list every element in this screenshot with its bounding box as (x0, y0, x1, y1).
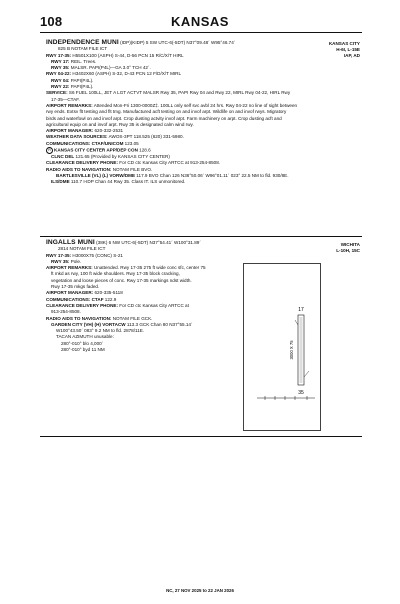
top-rule (40, 32, 362, 33)
entry-text: PAPI(P4L). (69, 77, 94, 83)
entry-text: rwy ends. Extsv flt testing and flt tmg. Manufactured acft testing on and invof arpt. Wildlife on and invof rwys. Migratory (46, 109, 287, 115)
independence-entry (46, 40, 366, 186)
entry-text: ft mkd as rwy, 100 ft wide shoulders. Rwy 17-35 block cracking, (51, 271, 180, 277)
entry-separator (40, 236, 362, 237)
entry-text: Rwy 17-35 mkgs faded. (51, 284, 100, 290)
entry-text: W100°43.50´ 083° 9.2 NM to fld. 2878/11E. (56, 328, 145, 334)
entry-label: RADIO AIDS TO NAVIGATION: (46, 315, 112, 321)
entry-text: agricultural equip on and invof arpt. Rwy 35 is designated calm wind rwy. (46, 121, 194, 127)
diagram-frame (244, 264, 321, 431)
entry-label: RWY 35: (51, 258, 70, 264)
runway-17-label: 17 (298, 307, 304, 313)
entry-text: vegetation and loose pieces of conc. Rwy 17-35 markings ndst width. (51, 277, 192, 283)
entry-label: AIRPORT REMARKS: (46, 265, 93, 271)
entry-label: AIRPORT MANAGER: (46, 290, 94, 296)
airport-ident-line: (38K) 6 NW UTC-6(-5DT) N37°54.41´ W100°31.89´ (96, 240, 201, 245)
entry-label: ILS/DME (51, 179, 70, 185)
entry-text: birds and waterfowl on and invof arpt. Crop dusting actvity invof arpt. Farm machinery on arpt. Crop dusting acft and (46, 115, 282, 121)
entry-text: Attended Mon-Fri 1300-0000Z‡. 100LL only self svc avbl 24 hrs. Rwy 04-22 no line of sight between (92, 102, 298, 108)
runway-dimensions: 3000 X 75 (289, 340, 294, 360)
entry-label: AIRPORT MANAGER: (46, 128, 94, 134)
entry-text: 913-254-8508. (51, 309, 81, 315)
elevation-line: 2814 NOTAM FILE ICT (58, 246, 106, 252)
ingalls-entry (46, 240, 246, 353)
entry-text: MALSR. PAPI(P4L)—GA 3.0° TCH 42´. (69, 65, 151, 71)
entry-text: For CD ctc Kansas City ARTCC at 913-254-8508. (117, 160, 221, 166)
airport-name: INGALLS MUNI (46, 239, 95, 246)
entry-label: CLNC DEL (51, 154, 75, 160)
runway-35-label: 35 (298, 390, 304, 396)
entry-text: 280°-010° byd 11 NM (61, 347, 105, 353)
entry-text: H3000X75 (CONC) S-21 (71, 252, 123, 258)
entry-label: RWY 17-35: (46, 252, 72, 258)
entry-text: 123.05 (123, 140, 139, 146)
entry-line (46, 347, 246, 353)
entry-label: RWY 17-35: (46, 52, 72, 58)
entry-label: COMMUNICATIONS: CTAF/UNICOM (46, 140, 124, 146)
airport-diagram (243, 263, 321, 431)
entry-line (46, 179, 366, 185)
entry-text: H3402X60 (ASPH) S-32, D-43 PCN 12 F/D/X/T MIRL (71, 71, 182, 77)
bottom-rule (40, 436, 362, 437)
entry-text: 620-335-5118 (93, 290, 123, 296)
entry-label: RWY 17: (51, 58, 70, 64)
entry-text: NOTAM FILE GCK. (111, 315, 153, 321)
state-title: KANSAS (171, 14, 229, 29)
entry-label: RWY 04-22: (46, 71, 72, 77)
entry-label: CLEARANCE DELIVERY PHONE: (46, 160, 118, 166)
entry-text: 121.65 (Provided by KANSAS CITY CENTER) (74, 154, 170, 160)
entry-text: 110.7 I-IDP Chan 44 Rwy 35. Class IT. ILS unmonitored. (69, 179, 186, 185)
entry-text: S6 FUEL 100LL, JET A LGT ACTVT MALSR Rwy 35, PAPI Rwy 04 and Rwy 22, MIRL Rwy 04-22, HIRL Rwy (67, 90, 291, 96)
entry-text: 17-35—CTAF. (51, 96, 80, 102)
entry-text: 620-332-2531 (93, 128, 124, 134)
entry-text: 280°-010° blo 4,000´ (61, 340, 104, 346)
entry-text: Pole. (69, 258, 82, 264)
footer-effective-dates: NC, 27 NOV 2025 to 22 JAN 2026 (166, 588, 234, 593)
entry-label: KANSAS CITY CENTER APP/DEP CON (54, 147, 138, 153)
entry-text: 117.9 BVO Chan 126 N36°50.06´ W96°01.11´ 023° 22.5 NM to fld. 930/8E. (135, 172, 289, 178)
entry-text: Unattended. Rwy 17-35 275 ft wide conc sfc, center 75 (92, 265, 206, 271)
entry-label: RWY 35: (51, 65, 70, 71)
runway-surface (300, 317, 303, 383)
airport-name: INDEPENDENCE MUNI (46, 39, 119, 46)
ingalls-lines (46, 253, 246, 354)
entry-text: PAPI(P4L). (69, 84, 94, 90)
independence-lines (46, 53, 366, 186)
entry-label: COMMUNICATIONS: CTAF (46, 296, 104, 302)
entry-text: H5501X100 (ASPH) S-44, D-56 PCN 15 R/C/X/T HIRL (71, 52, 184, 58)
entry-line (46, 147, 366, 154)
page-number: 108 (40, 14, 63, 29)
entry-label: SERVICE: (46, 90, 68, 96)
entry-text: TACAN AZIMUTH unusable: (56, 334, 114, 340)
circled-r-icon: R (46, 147, 53, 154)
entry-text: For CD ctc Kansas City ARTCC at (117, 302, 189, 308)
entry-text: AWOS-3PT 118.525 (620) 331-5980. (107, 134, 184, 140)
entry-text: REIL. Trees. (69, 58, 97, 64)
entry-label: AIRPORT REMARKS: (46, 102, 93, 108)
entry-text: NOTAM FILE BVO. (111, 166, 153, 172)
entry-label: RADIO AIDS TO NAVIGATION: (46, 166, 112, 172)
entry-text: 113.3 GCK Chan 80 N37°55.14´ (125, 321, 193, 327)
region-name: KANSAS CITY (328, 41, 360, 46)
airport-ident-line: (IDP)(KIDP) 5 SW UTC-6(-5DT) N37°09.48´ W95°46.74´ (120, 40, 236, 45)
entry-label: GARDEN CITY (VH) (H) VORTACW (51, 321, 126, 327)
entry-label: CLEARANCE DELIVERY PHONE: (46, 302, 118, 308)
elevation-line: 825 B NOTAM FILE ICT (58, 46, 108, 52)
region-name: WICHITA (340, 242, 360, 247)
entry-label: RWY 04: (51, 77, 70, 83)
region-charts: L-10H, 15C (336, 248, 360, 253)
entry-text: 122.9 (103, 296, 117, 302)
entry-text: 128.6 (137, 147, 151, 153)
region-iap: IAP, AD (343, 53, 360, 58)
entry-label: WEATHER DATA SOURCES: (46, 134, 108, 140)
entry-label: RWY 22: (51, 84, 70, 90)
ingalls-region (336, 242, 360, 254)
entry-label: BARTLESVILLE (VL) (L) VORW/DME (56, 172, 136, 178)
region-charts: H-6I, L-15E (336, 47, 360, 52)
